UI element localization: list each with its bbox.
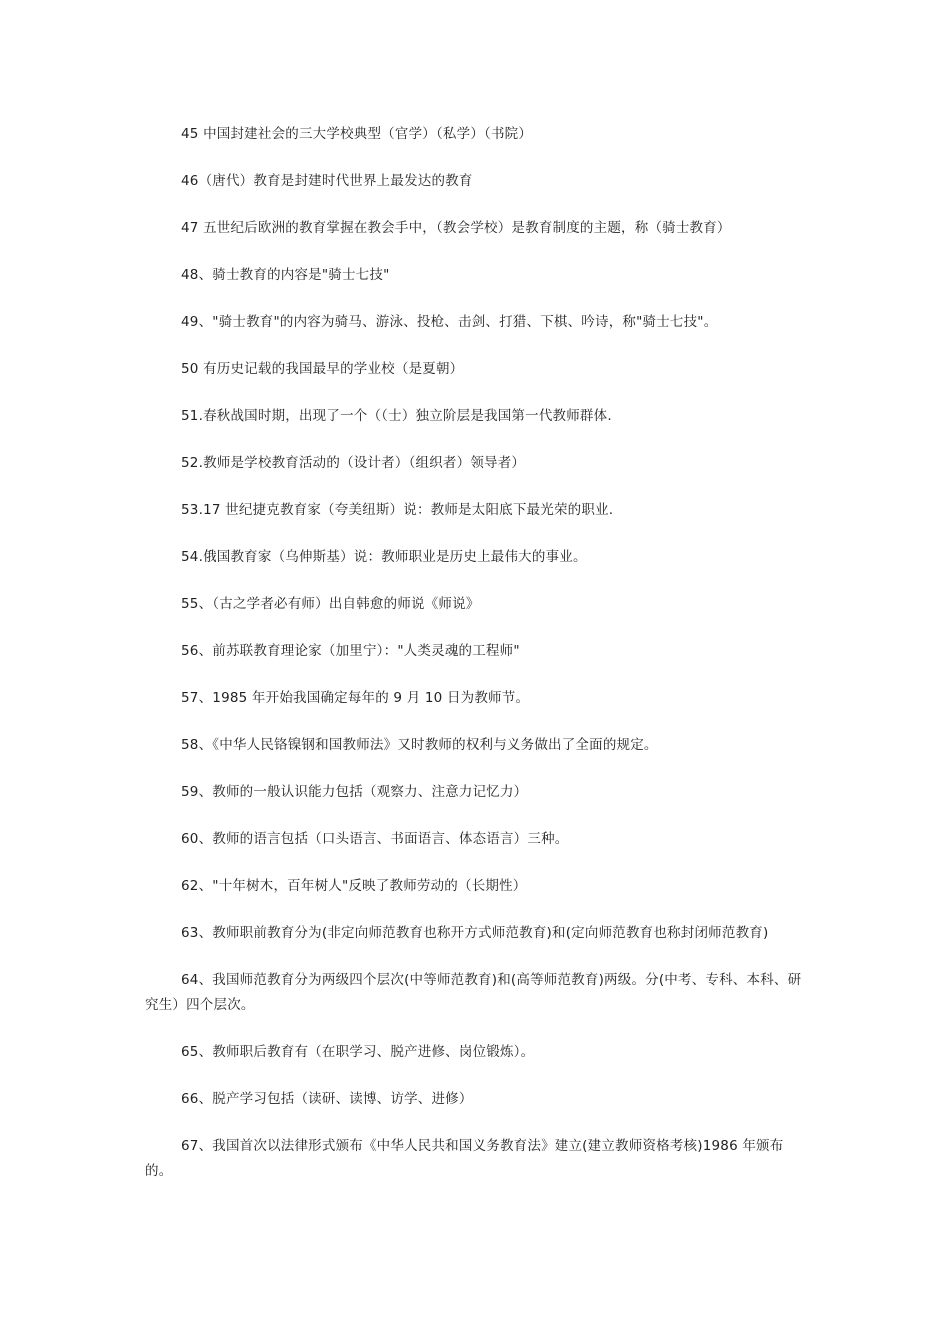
- paragraph-52: 52.教师是学校教育活动的（设计者）（组织者）领导者）: [181, 455, 526, 471]
- paragraph-54: 54.俄国教育家（乌伸斯基）说：教师职业是历史上最伟大的事业。: [181, 549, 587, 565]
- paragraph-56: 56、前苏联教育理论家（加里宁）："人类灵魂的工程师": [181, 643, 520, 659]
- paragraph-47: 47 五世纪后欧洲的教育掌握在教会手中，（教会学校）是教育制度的主题，称（骑士教育）: [181, 220, 731, 236]
- paragraph-65: 65、教师职后教育有（在职学习、脱产进修、岗位锻炼）。: [181, 1044, 535, 1060]
- paragraph-55: 55、（古之学者必有师）出自韩愈的师说《师说》: [181, 596, 480, 612]
- paragraph-63: 63、教师职前教育分为(非定向师范教育也称开方式师范教育)和(定向师范教育也称封闭师范教育): [181, 925, 769, 941]
- paragraph-60: 60、教师的语言包括（口头语言、书面语言、体态语言）三种。: [181, 831, 569, 847]
- paragraph-67: 67、我国首次以法律形式颁布《中华人民共和国义务教育法》建立(建立教师资格考核)1986 年颁布的。: [145, 1138, 784, 1179]
- paragraph-59: 59、教师的一般认识能力包括（观察力、注意力记忆力）: [181, 784, 528, 800]
- paragraph-45: 45 中国封建社会的三大学校典型（官学）（私学）（书院）: [181, 126, 533, 142]
- paragraph-46: 46（唐代）教育是封建时代世界上最发达的教育: [181, 173, 473, 189]
- paragraph-64: 64、我国师范教育分为两级四个层次(中等师范教育)和(高等师范教育)两级。分(中考、专科、本科、研究生）四个层次。: [145, 972, 802, 1013]
- paragraph-48: 48、骑士教育的内容是"骑士七技": [181, 267, 390, 283]
- paragraph-53: 53.17 世纪捷克教育家（夸美纽斯）说：教师是太阳底下最光荣的职业.: [181, 502, 614, 518]
- document-body: [145, 122, 810, 1206]
- paragraph-66: 66、脱产学习包括（读研、读博、访学、进修）: [181, 1091, 473, 1107]
- paragraph-58: 58、《中华人民铬镍钢和国教师法》又时教师的权利与义务做出了全面的规定。: [181, 737, 658, 753]
- paragraph-62: 62、"十年树木，百年树人"反映了教师劳动的（长期性）: [181, 878, 527, 894]
- paragraph-57: 57、1985 年开始我国确定每年的 9 月 10 日为教师节。: [181, 690, 530, 706]
- paragraph-50: 50 有历史记载的我国最早的学业校（是夏朝）: [181, 361, 464, 377]
- paragraph-49: 49、"骑士教育"的内容为骑马、游泳、投枪、击剑、打猎、下棋、吟诗，称"骑士七技"。: [181, 314, 718, 330]
- paragraph-51: 51.春秋战国时期，出现了一个（（士）独立阶层是我国第一代教师群体.: [181, 408, 612, 424]
